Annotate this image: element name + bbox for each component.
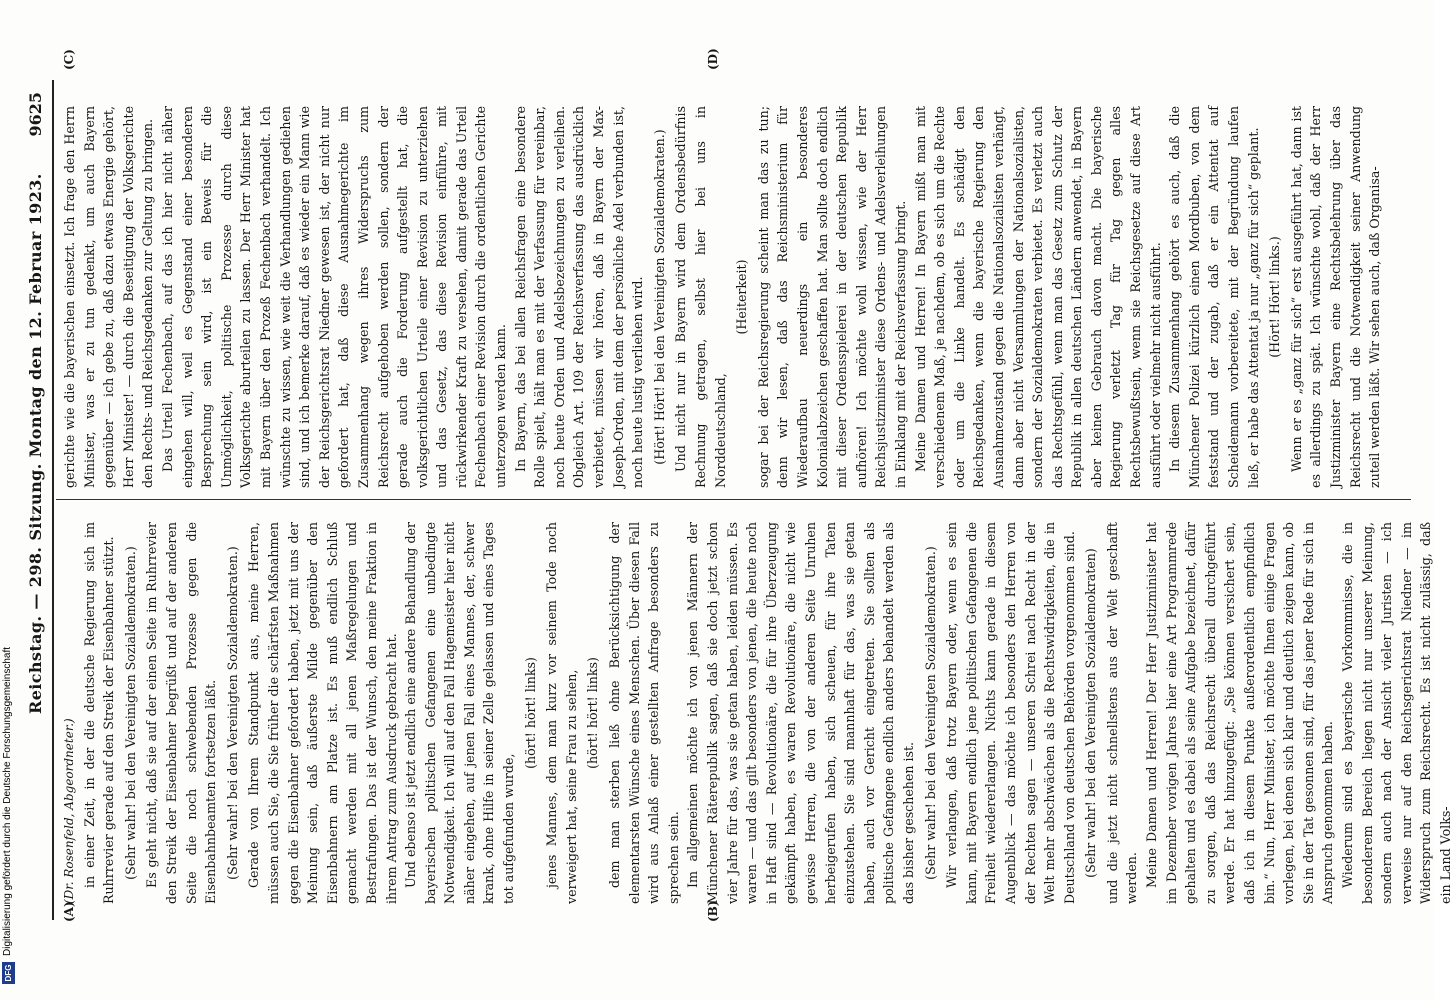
interjection: (Sehr wahr! bei den Vereinigten Sozialdemokraten.) bbox=[122, 546, 138, 880]
interjection: (Hört! Hört! bei den Vereinigten Sozialdemokraten.) bbox=[651, 129, 667, 465]
interjection: (hört! hört! links) bbox=[585, 657, 601, 769]
paragraph: Gerade von Ihrem Standpunkt aus, meine Herren, müssen auch Sie, die Sie früher die schärfsten Maßnahmen gegen die Eisenbahner gefordert haben, jetzt mit uns der Meinung sein, daß äußerste Milde gegenüber den Eisenbahnern am Platze ist. Es muß endlich Schluß gemacht werden mit all jenen Maßregelungen und Bestrafungen. Das ist der Wunsch, den meine Fraktion in ihrem Antrag zum Ausdruck gebracht hat. bbox=[246, 522, 399, 904]
interjection: (hört! hört! links) bbox=[522, 657, 538, 769]
paragraph: In diesem Zusammenhang gehört es auch, daß die Münchener Polizei kürzlich einen Mordbuben, von dem feststand und der zugab, daß er ein Attentat auf Scheidemann vorbereitete, mit der Begründung laufen ließ, er habe das Attentat ja nur „ganz für sich“ geplant. bbox=[1167, 106, 1261, 488]
paragraph: Es geht nicht, daß sie auf der einen Seite im Ruhrrevier den Streik der Eisenbahner begrüßt und auf der anderen Seite die noch schwebenden Prozesse gegen die Eisenbahnbeamten fortsetzen läßt. bbox=[144, 522, 219, 904]
paragraph: Wiederum sind es bayerische Vorkommnisse, die in besonderem Bereich liegen nicht nur unserer Meinung, sondern auch nach der Ansicht vieler Juristen — ich verweise nur auf den Reichsgerichtsrat Niedner — im Widerspruch zum Reichsrecht. Es ist nicht zulässig, daß ein Land Volks- bbox=[1340, 522, 1453, 904]
page-header-title: Reichstag. — 298. Sitzung. Montag den 12. Februar 1923. bbox=[26, 173, 45, 714]
paragraph: Das Urteil Fechenbach, auf das ich hier nicht näher eingehen will, weil es Gegenstand einer besonderen Besprechung sein wird, ist ein Beweis für die Unmöglichkeit, politische Prozesse durch diese Volksgerichte aburteilen zu lassen. Der Herr Minister hat mit Bayern über den Prozeß Fechenbach verhandelt. Ich wünschte zu wissen, wie weit die Verhandlungen gediehen sind, und ich bemerke darauf, daß es wieder ein Mann wie der Reichsgerichtsrat Niedner gewesen ist, der nicht nur gefordert hat, daß diese Ausnahmegerichte im Zusammenhang wegen ihres Widerspruchs zum Reichsrecht aufgehoben werden sollen, sondern der gerade auch die Forderung aufgestellt hat, die volksgerichtlichen Urteile einer Revision zu unterziehen und das Gesetz, das diese Revision einführe, mit rückwirkender Kraft zu versehen, damit gerade das Urteil Fechenbach einer Revision durch die ordentlichen Gerichte unterzogen werden kann. bbox=[159, 106, 509, 488]
paragraph: Meine Damen und Herren! In Bayern mißt man mit verschiedenem Maß, je nachdem, ob es sich um die Rechte oder um die Linke handelt. Es schädigt den Reichsgedanken, wenn die bayerische Regierung den Ausnahmezustand gegen die Nationalsozialisten verhängt, dann aber nicht Versammlungen der Nationalsozialisten, sondern der Sozialdemokraten verbietet. Es verletzt auch das Rechtsgefühl, wenn man das Gesetz zum Schutz der Republik in allen deutschen Ländern anwendet, in Bayern aber keinen Gebrauch davon macht. Die bayerische Regierung verletzt Tag für Tag gegen alles Rechtsbewußtsein, wenn sie Reichsgesetze auf diese Art ausführt oder vielmehr nicht ausführt. bbox=[912, 106, 1163, 488]
paragraph: jenes Mannes, dem man kurz vor seinem Tode noch verweigert hat, seine Frau zu sehen, bbox=[544, 522, 579, 904]
paragraph: In Bayern, das bei allen Reichsfragen eine besondere Rolle spielt, hält man es mit der Verfassung für vereinbar, noch heute Orden und Adelsbezeichnungen zu verleihen. Obgleich Art. 109 der Reichsverfassung das ausdrücklich verbietet, müssen wir hören, daß in Bayern der Max-Joseph-Orden, mit dem der persönliche Adel verbunden ist, noch heute lustig verliehen wird. bbox=[512, 106, 646, 488]
paragraph: Wir verlangen, daß trotz Bayern oder, wenn es sein kann, mit Bayern endlich jene politischen Gefangenen die Freiheit wiedererlangen. Nichts kann gerade in diesem Augenblick — das möchte ich besonders den Herren von der Rechten sagen — unseren Schrei nach Recht in der Welt mehr abschwächen als die Rechtswidrigkeiten, die in Deutschland von deutschen Behörden vorgenommen sind. bbox=[944, 522, 1077, 904]
margin-marker-c: (C) bbox=[62, 49, 76, 70]
paragraph: dem man sterben ließ ohne Berücksichtigung der elementarsten Wünsche eines Menschen. Über diesen Fall wird aus Anlaß einer gestellten Anfrage besonders zu sprechen sein. bbox=[607, 522, 681, 904]
paragraph: und die jetzt nicht schnellstens aus der Welt geschafft werden. bbox=[1104, 522, 1140, 904]
right-text-column bbox=[60, 106, 1385, 488]
margin-marker-d: (D) bbox=[706, 48, 720, 70]
left-text-column bbox=[60, 522, 1456, 904]
paragraph: gerichte wie die bayerischen einsetzt. Ich frage den Herrn Minister, was er zu tun gedenkt, um auch Bayern gegenüber — ich gebe zu, daß dazu etwas Energie gehört, Herr Minister! — durch die Beseitigung der Volksgerichte den Rechts- und Reichsgedanken zur Geltung zu bringen. bbox=[62, 106, 156, 488]
digitization-credit bbox=[0, 0, 14, 1000]
margin-marker-b: (B) bbox=[706, 900, 720, 922]
paragraph: Im allgemeinen möchte ich von jenen Männern der Münchener Räterepublik sagen, daß sie doch jetzt schon vier Jahre für das, was sie getan haben, leiden müssen. Es waren — und das gilt besonders von jenen, die heute noch in Haft sind — Revolutionäre, die für ihre Überzeugung gekämpft haben, es waren Revolutionäre, die nicht wie gewisse Herren, die von der anderen Seite Unruhen herbeigerufen haben, sich scheuen, für ihre Taten einzustehen. Sie sind mannhaft für das, was sie getan haben, auch vor Gericht eingetreten. Sie sollten als politische Gefangene endlich anders behandelt werden als das bisher geschehen ist. bbox=[685, 522, 916, 904]
page-number: 9625 bbox=[26, 92, 45, 137]
interjection: (Hört! Hört! links.) bbox=[1267, 236, 1283, 358]
paragraph: sogar bei der Reichsregierung scheint man das zu tun; denn wir lesen, daß das Reichsministerium für Wiederaufbau neuerdings ein besonderes Kolonialabzeichen geschaffen hat. Man sollte doch endlich mit dieser Ordensspielerei in der deutschen Republik aufhören! Ich möchte wohl wissen, wie der Herr Reichsjustizminister diese Ordens- und Adelsverleihungen in Einklang mit der Reichsverfassung bringt. bbox=[755, 106, 908, 488]
margin-marker-a: (A) bbox=[62, 901, 76, 922]
interjection: (Heiterkeit) bbox=[734, 259, 750, 335]
paragraph: Und ebenso ist jetzt endlich eine andere Behandlung der bayerischen politischen Gefangenen eine unbedingte Notwendigkeit. Ich will auf den Fall Hagemeister hier nicht näher eingehen, auf jenen Fall eines Mannes, der, schwer krank, ohne Hilfe in seiner Zelle gelassen und eines Tages tot aufgefunden wurde, bbox=[403, 522, 517, 904]
header-rule bbox=[52, 80, 54, 920]
page-header bbox=[22, 92, 52, 904]
interjection: (Sehr wahr! bei den Vereinigten Sozialdemokraten) bbox=[1083, 548, 1099, 878]
credit-text: Digitalisierung gefördert durch die Deutsche Forschungsgemeinschaft bbox=[2, 646, 13, 956]
paragraph: Und nicht nur in Bayern wird dem Ordensbedürfnis Rechnung getragen, selbst hier bei uns in Norddeutschland, bbox=[673, 106, 728, 488]
paragraph: in einer Zeit, in der die deutsche Regierung sich im Ruhrrevier gerade auf den Streik der Eisenbahner stützt. bbox=[81, 522, 117, 904]
paragraph: Meine Damen und Herren! Der Herr Justizminister hat im Dezember vorigen Jahres hier eine Art Programmrede gehalten und es dabei als seine Aufgabe bezeichnet, dafür zu sorgen, daß das Reichsrecht überall durchgeführt werde. Er hat hinzugefügt: „Sie können versichert sein, daß ich in diesem Punkte außerordentlich empfindlich bin.“ Nun, Herr Minister, ich möchte Ihnen einige Fragen vorlegen, bei denen sich klar und deutlich zeigen kann, ob Sie in der Tat gesonnen sind, für das jener Rede für sich in Anspruch genommen haben. bbox=[1144, 522, 1336, 904]
column-divider bbox=[56, 499, 1411, 500]
interjection: (Sehr wahr! bei den Vereinigten Sozialdemokraten.) bbox=[922, 546, 938, 880]
dfg-logo-icon: DFG bbox=[2, 962, 15, 984]
interjection: (Sehr wahr! bei den Vereinigten Sozialdemokraten.) bbox=[224, 546, 240, 880]
speaker-line: (Dr. Rosenfeld, Abgeordneter.) bbox=[62, 718, 76, 904]
paragraph: Wenn er es „ganz für sich“ erst ausgeführt hat, dann ist es allerdings zu spät. Ich wünschte wohl, daß der Herr Justizminister Bayern eine Rechtsbelehrung über das Reichsrecht und die Notwendigkeit seiner Anwendung zuteil werden läßt. Wir sehen auch, daß Organisa- bbox=[1288, 106, 1383, 488]
